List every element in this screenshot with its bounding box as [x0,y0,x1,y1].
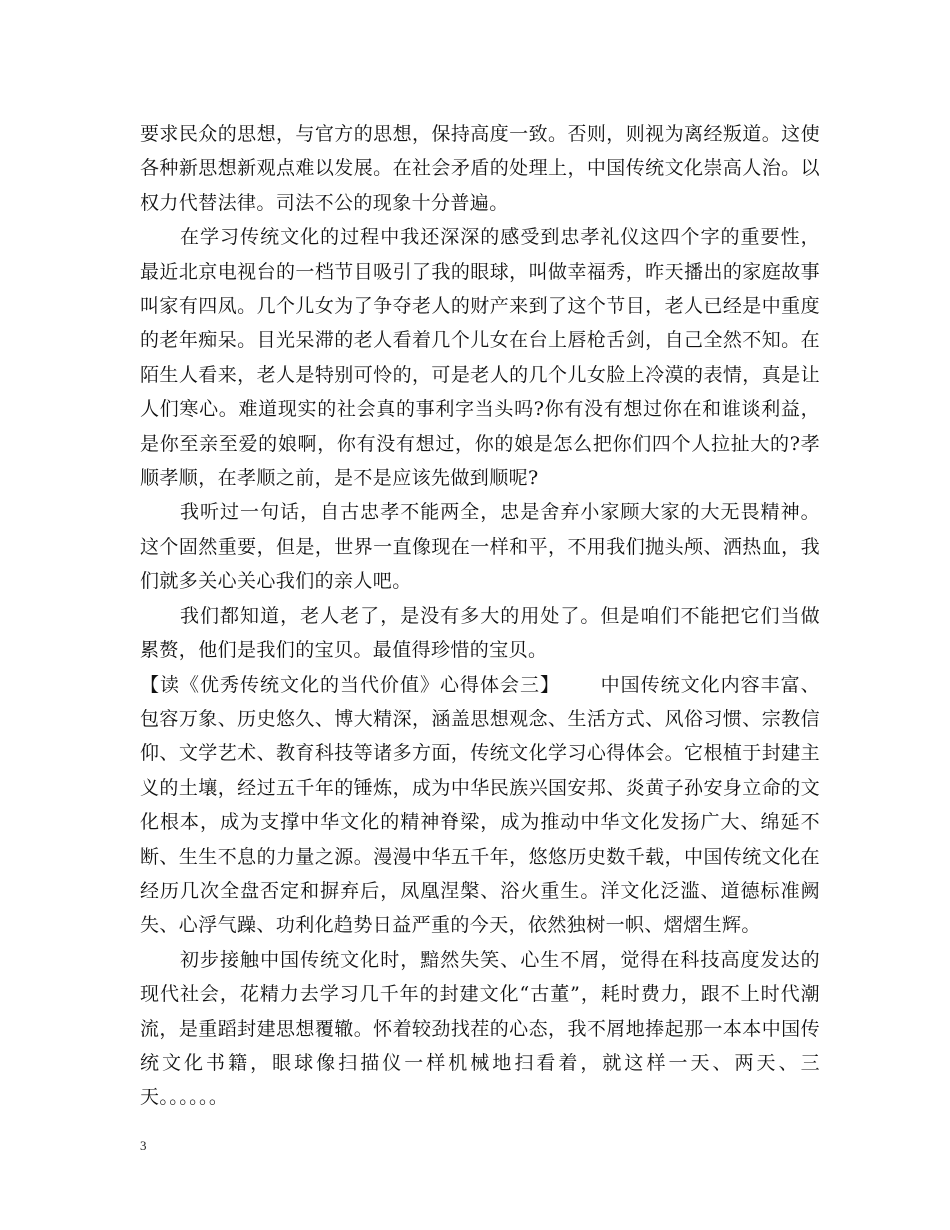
document-body [140,117,820,1115]
paragraph-with-heading [140,668,820,943]
paragraph-text: 中国传统文化内容丰富、包容万象、历史悠久、博大精深，涵盖思想观念、生活方式、风俗习惯、宗教信仰、文学艺术、教育科技等诸多方面，传统文化学习心得体会。它根植于封建主义的土壤，经过五千年的锤炼，成为中华民族兴国安邦、炎黄子孙安身立命的文化根本，成为支撑中华文化的精神脊梁，成为推动中华文化发扬广大、绵延不断、生生不息的力量之源。漫漫中华五千年，悠悠历史数千载，中国传统文化在经历几次全盘否定和摒弃后，凤凰涅槃、浴火重生。洋文化泛滥、道德标准阙失、心浮气躁、功利化趋势日益严重的今天，依然独树一帜、熠熠生辉。 [140,673,820,937]
page-number: 3 [140,1138,147,1153]
paragraph: 在学习传统文化的过程中我还深深的感受到忠孝礼仪这四个字的重要性，最近北京电视台的一档节目吸引了我的眼球，叫做幸福秀，昨天播出的家庭故事叫家有四凤。几个儿女为了争夺老人的财产来到了这个节目，老人已经是中重度的老年痴呆。目光呆滞的老人看着几个儿女在台上唇枪舌剑，自己全然不知。在陌生人看来，老人是特别可怜的，可是老人的几个儿女脸上冷漠的表情，真是让人们寒心。难道现实的社会真的事利字当头吗?你有没有想过你在和谁谈利益，是你至亲至爱的娘啊，你有没有想过，你的娘是怎么把你们四个人拉扯大的?孝顺孝顺，在孝顺之前，是不是应该先做到顺呢? [140,226,820,490]
section-heading: 【读《优秀传统文化的当代价值》心得体会三】 [140,673,560,696]
paragraph: 我们都知道，老人老了，是没有多大的用处了。但是咱们不能把它们当做累赘，他们是我们的宝贝。最值得珍惜的宝贝。 [140,604,820,662]
paragraph: 初步接触中国传统文化时，黯然失笑、心生不屑，觉得在科技高度发达的现代社会，花精力去学习几千年的封建文化“古董”，耗时费力，跟不上时代潮流，是重蹈封建思想覆辙。怀着较劲找茬的心态，我不屑地捧起那一本本中国传统文化书籍，眼球像扫描仪一样机械地扫看着，就这样一天、两天、三天。。。。。。 [140,948,820,1109]
paragraph: 我听过一句话，自古忠孝不能两全，忠是舍弃小家顾大家的大无畏精神。这个固然重要，但是，世界一直像现在一样和平，不用我们抛头颅、洒热血，我们就多关心关心我们的亲人吧。 [140,501,820,593]
paragraph: 要求民众的思想，与官方的思想，保持高度一致。否则，则视为离经叛道。这使各种新思想新观点难以发展。在社会矛盾的处理上，中国传统文化崇高人治。以权力代替法律。司法不公的现象十分普遍。 [140,123,820,214]
